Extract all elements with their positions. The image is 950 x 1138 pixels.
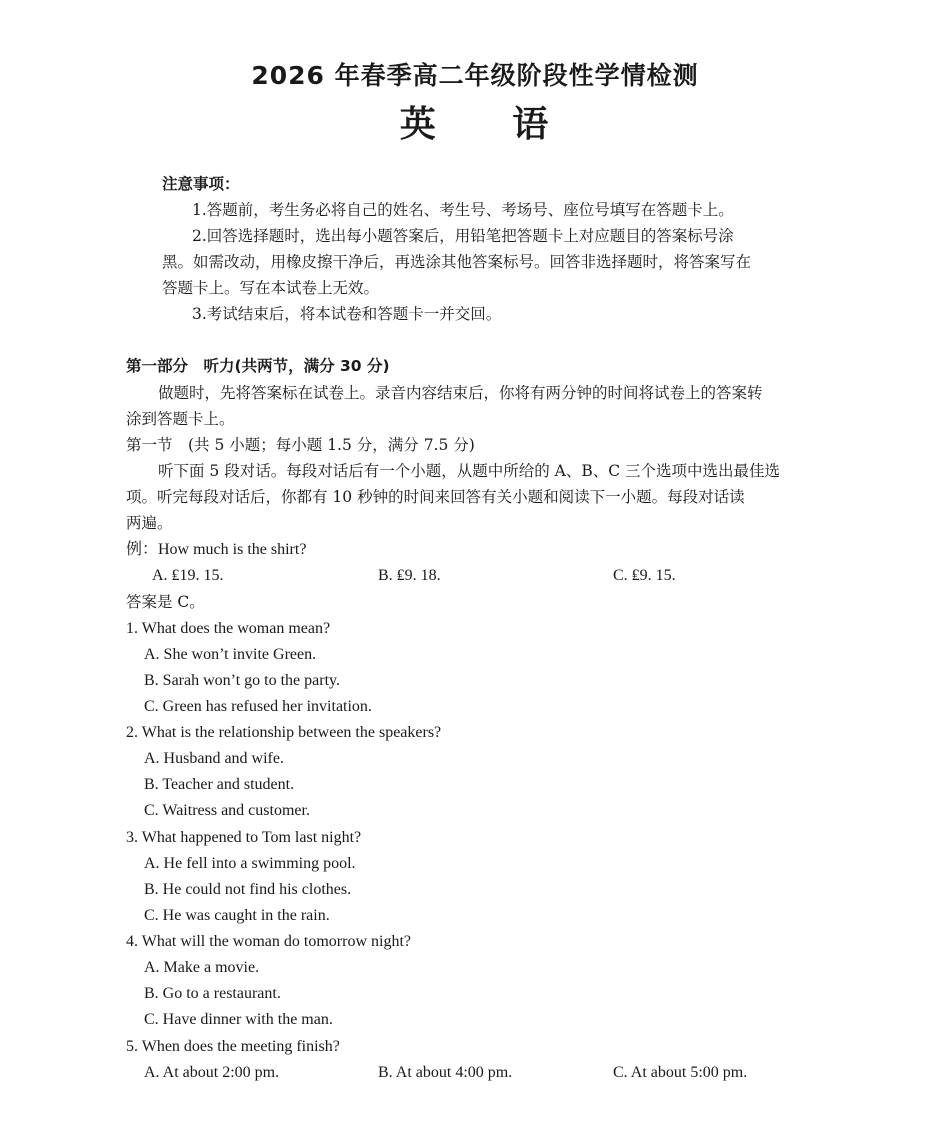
question-2-option-a: A. Husband and wife. — [144, 750, 284, 767]
exam-title: 2026 年春季高二年级阶段性学情检测 — [251, 61, 699, 90]
part1-intro-line-1: 做题时，先将答案标在试卷上。录音内容结束后，你将有两分钟的时间将试卷上的答案转 — [158, 384, 763, 402]
question-2-option-b: B. Teacher and student. — [144, 776, 295, 793]
notice-heading: 注意事项： — [162, 175, 240, 193]
question-1-option-c: C. Green has refused her invitation. — [144, 698, 372, 715]
section1-heading: 第一节 (共 5 小题；每小题 1.5 分，满分 7.5 分) — [126, 436, 475, 454]
notice-item-2-line-2: 黑。如需改动，用橡皮擦干净后，再选涂其他答案标号。回答非选择题时，将答案写在 — [162, 253, 752, 271]
notice-item-2-line-1: 2.回答选择题时，选出每小题答案后，用铅笔把答题卡上对应题目的答案标号涂 — [192, 227, 734, 245]
example-option-a: A. ₤19. 15. — [152, 567, 224, 584]
question-4: 4. What will the woman do tomorrow night? — [126, 933, 411, 950]
question-2: 2. What is the relationship between the speakers? — [126, 724, 442, 741]
question-5-option-b: B. At about 4:00 pm. — [378, 1064, 513, 1081]
question-4-option-c: C. Have dinner with the man. — [144, 1011, 333, 1028]
question-1: 1. What does the woman mean? — [126, 620, 331, 637]
question-3-option-b: B. He could not find his clothes. — [144, 881, 352, 898]
part1-heading: 第一部分 听力(共两节，满分 30 分) — [126, 357, 390, 375]
question-5-option-c: C. At about 5:00 pm. — [613, 1064, 748, 1081]
question-3-option-c: C. He was caught in the rain. — [144, 907, 330, 924]
example-option-c: C. ₤9. 15. — [613, 567, 676, 584]
question-5: 5. When does the meeting finish? — [126, 1038, 340, 1055]
question-1-option-a: A. She won’t invite Green. — [144, 646, 317, 663]
notice-item-3: 3.考试结束后，将本试卷和答题卡一并交回。 — [192, 305, 502, 323]
question-3: 3. What happened to Tom last night? — [126, 829, 362, 846]
example-answer: 答案是 C。 — [126, 593, 205, 611]
directions-line-2: 项。听完每段对话后，你都有 10 秒钟的时间来回答有关小题和阅读下一小题。每段对话读 — [126, 488, 745, 506]
example-option-b: B. ₤9. 18. — [378, 567, 441, 584]
question-3-option-a: A. He fell into a swimming pool. — [144, 855, 356, 872]
question-2-option-c: C. Waitress and customer. — [144, 802, 310, 819]
notice-item-1: 1.答题前，考生务必将自己的姓名、考生号、考场号、座位号填写在答题卡上。 — [192, 201, 734, 219]
question-4-option-a: A. Make a movie. — [144, 959, 260, 976]
directions-line-3: 两遍。 — [126, 514, 173, 532]
subject-title: 英 语 — [399, 104, 551, 145]
part1-intro-line-2: 涂到答题卡上。 — [126, 410, 235, 428]
question-5-option-a: A. At about 2:00 pm. — [144, 1064, 280, 1081]
question-1-option-b: B. Sarah won’t go to the party. — [144, 672, 340, 689]
directions-line-1: 听下面 5 段对话。每段对话后有一个小题，从题中所给的 A、B、C 三个选项中选出最佳选 — [158, 462, 781, 480]
example-question: 例：How much is the shirt? — [126, 541, 307, 558]
question-4-option-b: B. Go to a restaurant. — [144, 985, 281, 1002]
notice-item-2-line-3: 答题卡上。写在本试卷上无效。 — [162, 279, 380, 297]
